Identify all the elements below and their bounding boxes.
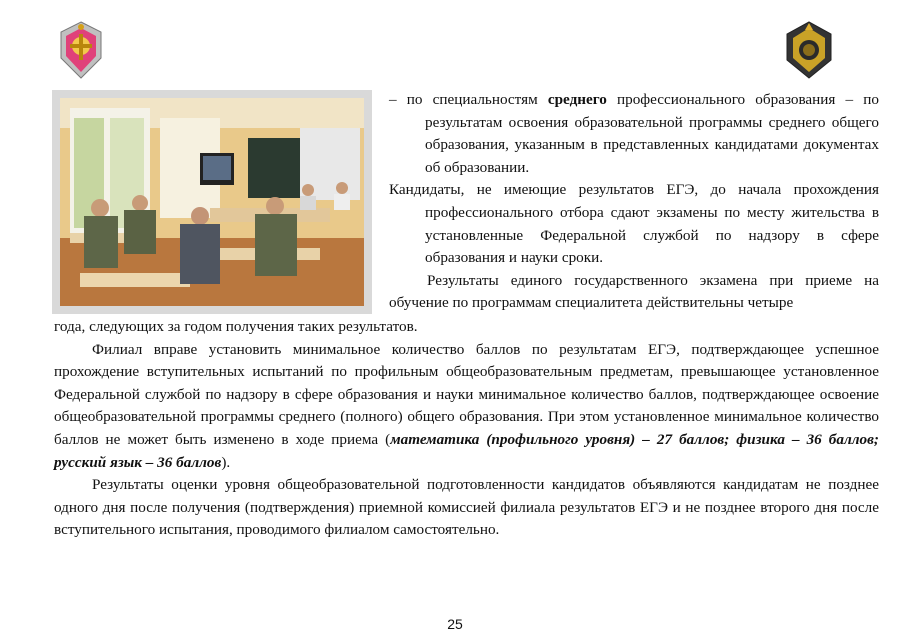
min-scores-text: математика (профильного уровня) – 27 баллов; физика – 36 баллов; русский язык – 36 баллов (54, 430, 879, 471)
paragraph-ege-validity-cont: года, следующих за годом получения таких результатов. (54, 318, 418, 335)
paragraph-no-ege: Кандидаты, не имеющие результатов ЕГЭ, до начала прохождения профессионального отбора сдают экзамены по месту жительства в установленные Федеральной службой по надзору в сфере образования и науки сроки. (389, 181, 879, 267)
paragraph-secondary-education (389, 89, 879, 179)
page-number: 25 (447, 616, 463, 632)
wrapped-text-block (389, 89, 879, 315)
paragraph-text: ). (221, 453, 231, 471)
full-text-block (54, 316, 879, 542)
paragraph-text: Филиал вправе установить минимальное количество баллов по результатам ЕГЭ, подтверждающее успешное прохождение вступительных испытаний по профильным общеобразовательным предметам, превышающее установленное Федеральной службой по надзору в сфере образования и науки минимальное количество баллов, подтверждающее освоение общеобразовательной программы среднего (полного) общего образования. При этом установленное минимальное количество баллов не может быть изменено в ходе приема ( (54, 340, 879, 448)
bold-text: среднего (547, 91, 607, 108)
paragraph-text: профессионального образования – по результатам освоения образовательной программы среднего общего образования, указанным в представленных кандидатами документах об образовании. (425, 91, 879, 176)
paragraph-min-scores (54, 339, 879, 475)
paragraph-results-announcement: Результаты оценки уровня общеобразовательной подготовленности кандидатов объявляются кандидатам не позднее одного дня после получения (подтверждения) приемной комиссией филиала результатов ЕГЭ и не позднее второго дня после вступительного испытания, проводимого филиалом самостоятельно. (54, 476, 879, 539)
military-emblem-icon (56, 20, 106, 80)
academy-emblem-icon (784, 20, 834, 80)
paragraph-text: – по специальностям (389, 91, 548, 108)
paragraph-ege-validity: Результаты единого государственного экзамена при приеме на обучение по программам специалитета действительны четыре (389, 271, 879, 312)
classroom-exam-photo (52, 90, 372, 314)
